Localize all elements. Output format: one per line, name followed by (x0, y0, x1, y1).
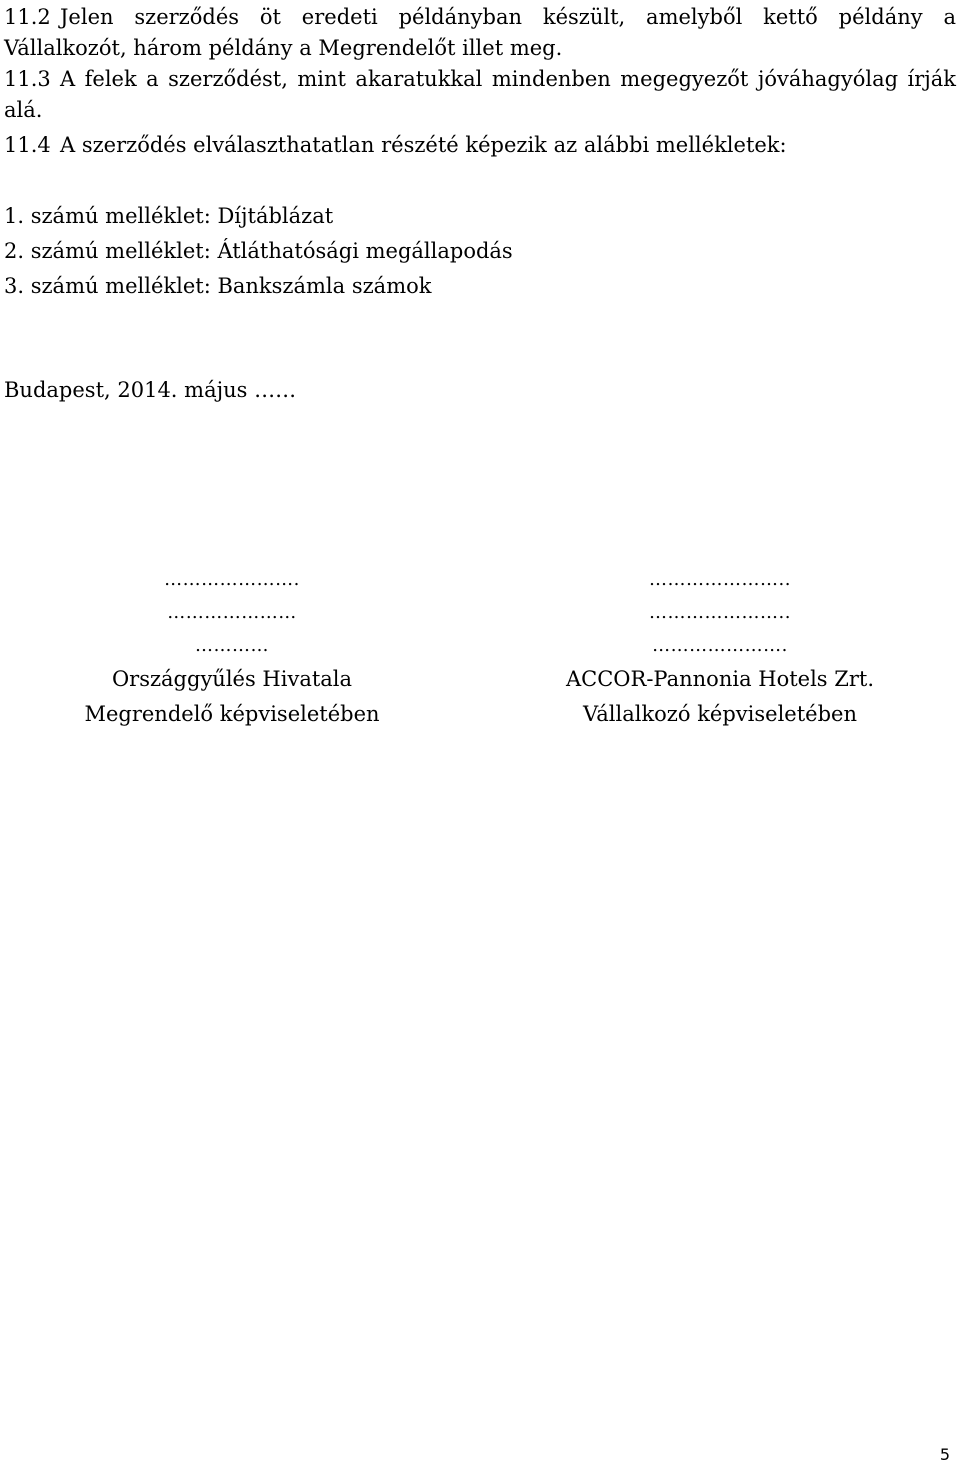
signature-block-contractor (490, 563, 950, 732)
attachment-item: 3. számú melléklet: Bankszámla számok (4, 274, 432, 298)
clause-11-4 (4, 130, 956, 161)
clause-number: 11.2 (4, 5, 51, 29)
clause-number: 11.4 (4, 133, 51, 157)
clause-text: Jelen szerződés öt eredeti példányban készült, amelyből kettő példány a Vállalkozót, három példány a Megrendelőt illet meg. (4, 5, 956, 60)
attachment-item: 1. számú melléklet: Díjtáblázat (4, 204, 334, 228)
signatory-role: Vállalkozó képviseletében (583, 702, 857, 726)
signature-line: ………………….. (649, 569, 791, 590)
page-number: 5 (939, 1445, 950, 1464)
signatory-name: ACCOR-Pannonia Hotels Zrt. (566, 667, 874, 691)
clause-text: A szerződés elválaszthatatlan részété képezik az alábbi mellékletek: (60, 133, 787, 157)
signature-line: ………… (195, 635, 269, 656)
attachment-item: 2. számú melléklet: Átláthatósági megállapodás (4, 239, 513, 263)
signatory-role: Megrendelő képviseletében (84, 702, 380, 726)
clause-text: A felek a szerződést, mint akaratukkal mindenben megegyezőt jóváhagyólag írják alá. (4, 67, 956, 122)
signatory-name: Országgyűlés Hivatala (111, 667, 353, 691)
clause-11-2 (4, 2, 956, 64)
clause-number: 11.3 (4, 67, 51, 91)
clause-11-3 (4, 64, 956, 126)
signature-line: ………………….. (649, 602, 791, 623)
signature-line: ………………… (167, 602, 297, 623)
place-and-date: Budapest, 2014. május …… (4, 378, 297, 402)
signature-line: …………………. (164, 569, 300, 590)
attachment-list (4, 199, 904, 304)
signature-line: …………………. (652, 635, 788, 656)
signature-block-client (2, 563, 462, 732)
